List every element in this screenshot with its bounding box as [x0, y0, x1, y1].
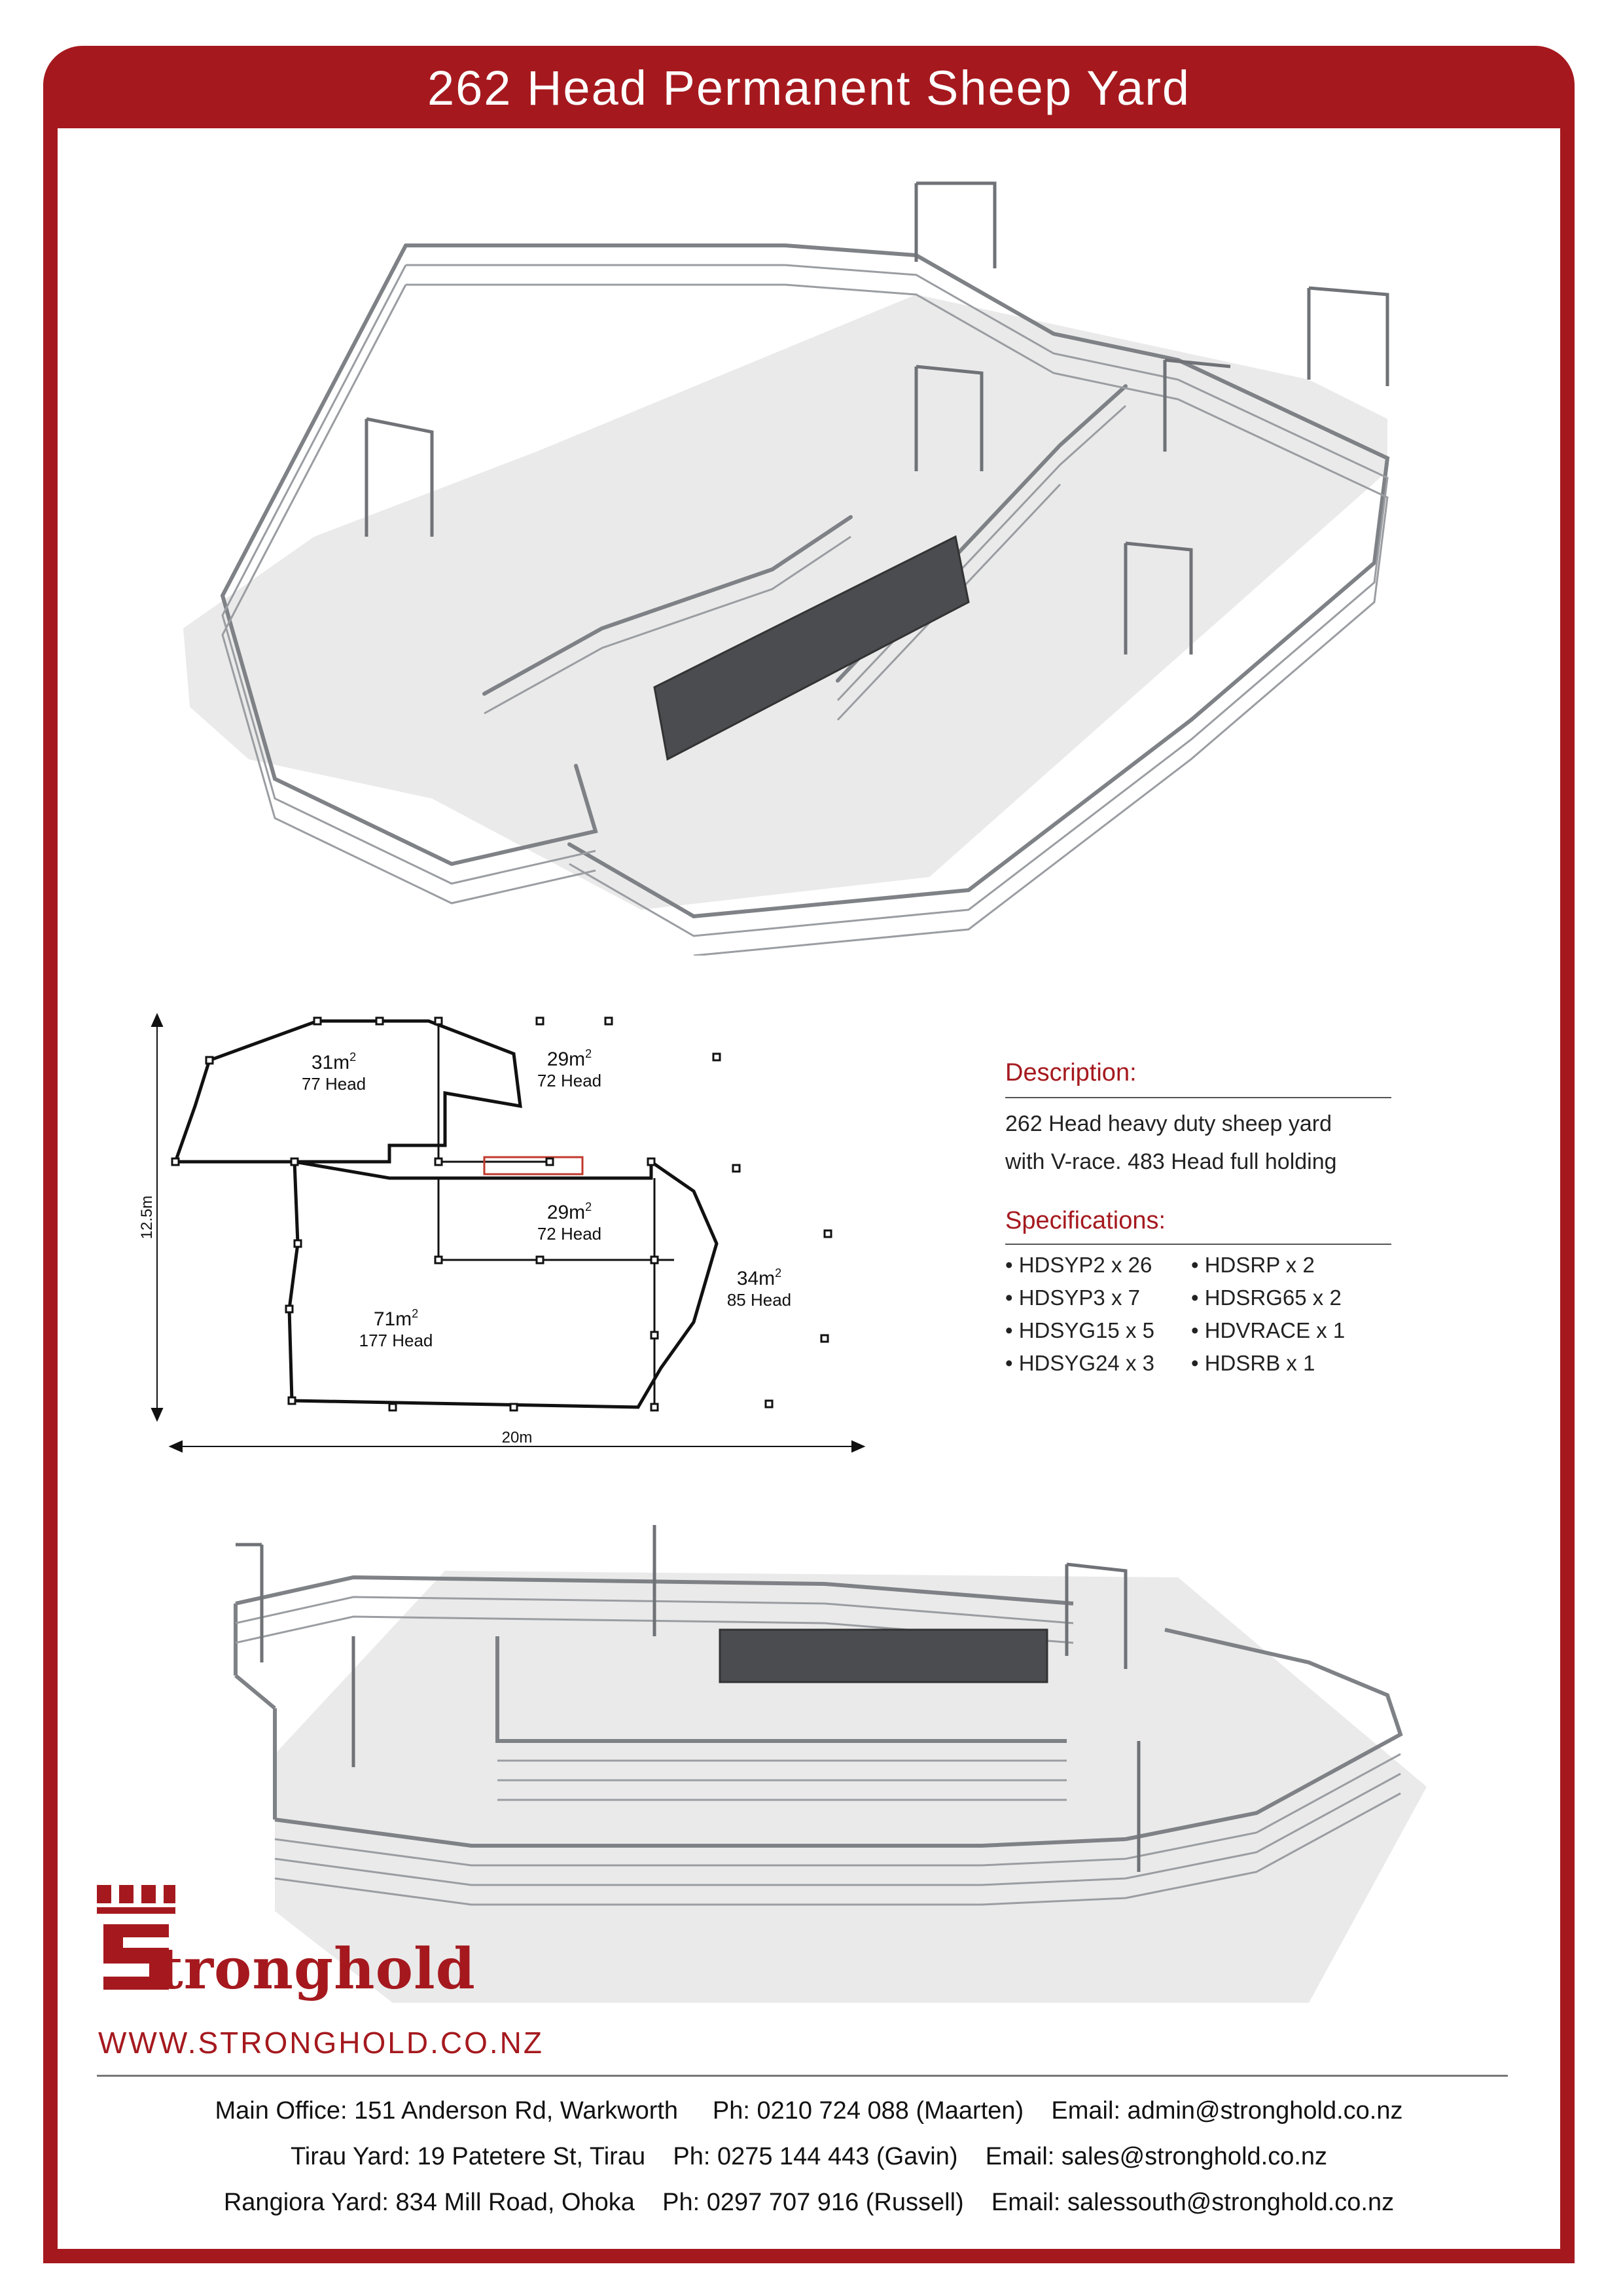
spec-item: • HDSRB x 1 — [1191, 1351, 1315, 1375]
contact-office: Rangiora Yard: 834 Mill Road, Ohoka — [223, 2189, 635, 2216]
contact-phone: Ph: 0275 144 443 (Gavin) — [673, 2143, 958, 2170]
pen-area: $29m^2$ — [546, 1200, 592, 1223]
contact-office: Tirau Yard: 19 Patetere St, Tirau — [290, 2143, 646, 2170]
footer-divider — [97, 2075, 1508, 2077]
pen-area: $29m^2$ — [546, 1047, 592, 1070]
description-line: with V-race. 483 Head full holding — [1005, 1149, 1337, 1174]
contact-email[interactable]: Email: sales@stronghold.co.nz — [985, 2143, 1328, 2170]
page-title: 262 Head Permanent Sheep Yard — [427, 61, 1191, 115]
specifications-rule — [1005, 1244, 1391, 1245]
contact-line — [58, 2097, 1560, 2125]
description-line: 262 Head heavy duty sheep yard — [1005, 1111, 1332, 1136]
pen-head: 72 Head — [537, 1224, 602, 1244]
spec-item: • HDSRP x 2 — [1191, 1253, 1315, 1277]
pen-head: 72 Head — [537, 1071, 602, 1090]
spec-item: • HDSYP3 x 7 — [1005, 1285, 1140, 1310]
brand-wordmark — [157, 1936, 476, 2002]
pen-area: $71m^2$ — [373, 1307, 419, 1330]
description-rule — [1005, 1097, 1391, 1098]
pen-head: 177 Head — [359, 1331, 433, 1350]
v-race-panel — [720, 1630, 1047, 1682]
pen-head: 77 Head — [301, 1074, 366, 1094]
contact-office: Main Office: 151 Anderson Rd, Warkworth — [215, 2097, 679, 2125]
spec-list-col2 — [1191, 1249, 1345, 1380]
spec-item: • HDSRG65 x 2 — [1191, 1285, 1342, 1310]
contact-phone: Ph: 0210 724 088 (Maarten) — [712, 2097, 1024, 2125]
contact-email[interactable]: Email: admin@stronghold.co.nz — [1051, 2097, 1403, 2125]
yard-plan-diagram — [131, 982, 903, 1479]
contact-line — [58, 2189, 1560, 2217]
spec-item: • HDSYG24 x 3 — [1005, 1351, 1154, 1375]
specifications-title: Specifications: — [1005, 1207, 1166, 1234]
v-race-box — [484, 1157, 582, 1174]
brand-name: tronghold — [157, 1936, 476, 2002]
contact-phone: Ph: 0297 707 916 (Russell) — [662, 2189, 964, 2216]
website-link[interactable]: WWW.STRONGHOLD.CO.NZ — [98, 2026, 544, 2060]
yard-render-top — [144, 170, 1492, 956]
contact-email[interactable]: Email: salessouth@stronghold.co.nz — [991, 2189, 1395, 2216]
description-text — [1005, 1105, 1463, 1181]
spec-item: • HDVRACE x 1 — [1191, 1318, 1346, 1342]
spec-item: • HDSYP2 x 26 — [1005, 1253, 1152, 1277]
dim-height: 12.5m — [138, 1195, 156, 1240]
pen-area: $34m^2$ — [736, 1266, 782, 1289]
pen-area: $31m^2$ — [311, 1050, 357, 1073]
spec-list-col1 — [1005, 1249, 1154, 1380]
dim-width: 20m — [501, 1429, 533, 1446]
spec-item: • HDSYG15 x 5 — [1005, 1318, 1154, 1342]
pen-head: 85 Head — [726, 1290, 792, 1310]
description-title: Description: — [1005, 1059, 1137, 1086]
contact-line — [58, 2143, 1560, 2171]
